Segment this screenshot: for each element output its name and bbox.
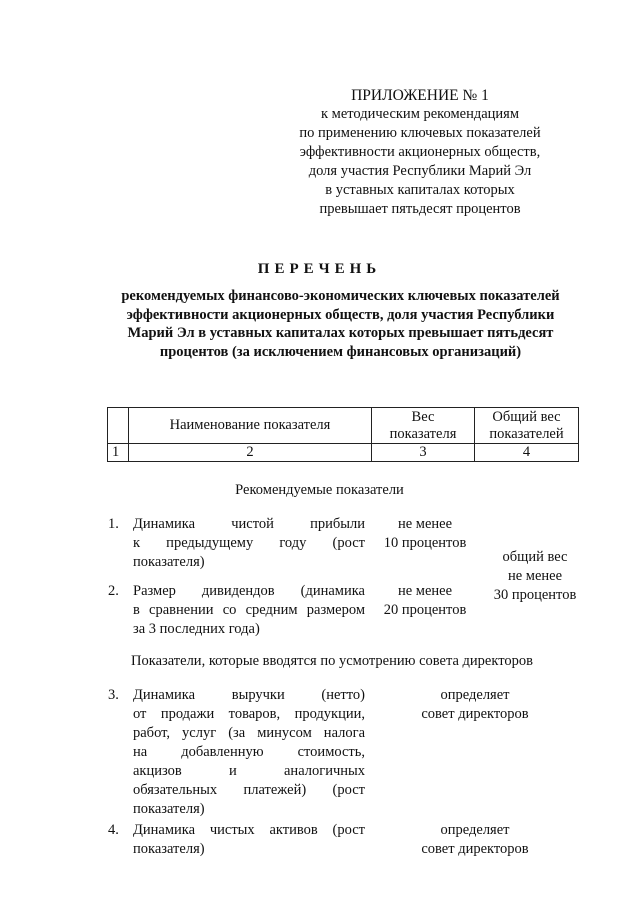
- item-desc-line: Динамика выручки (нетто): [133, 687, 365, 703]
- item-desc-line: Динамика чистой прибыли: [133, 516, 365, 532]
- item-desc-line: в сравнении со средним размером: [133, 602, 365, 618]
- appendix-line: доля участия Республики Марий Эл: [308, 163, 532, 179]
- item-number: 4.: [108, 822, 119, 838]
- item-weight: [370, 582, 480, 620]
- appendix-line: по применению ключевых показателей: [299, 125, 541, 141]
- table-number-row: [108, 444, 579, 462]
- item-description: [133, 686, 365, 819]
- item-desc-line: показателя): [133, 554, 205, 570]
- item-number: 2.: [108, 583, 119, 599]
- item-desc-line: на добавленную стоимость,: [133, 744, 365, 760]
- item-weight: [400, 686, 550, 724]
- item-description: [133, 821, 365, 859]
- item-weight-line: 10 процентов: [383, 535, 467, 551]
- total-weight: [480, 548, 590, 605]
- item-desc-line: к предыдущему году (рост: [133, 535, 365, 551]
- appendix-title: ПРИЛОЖЕНИЕ № 1: [351, 87, 489, 104]
- subtitle-line: Марий Эл в уставных капиталах которых превышает пятьдесят: [127, 325, 554, 341]
- subtitle-line: процентов (за исключением финансовых организаций): [159, 343, 522, 360]
- appendix-line: эффективности акционерных обществ,: [299, 144, 541, 160]
- appendix-line: в уставных капиталах которых: [325, 182, 515, 198]
- column-number-cell: 4: [475, 444, 579, 462]
- item-weight: [370, 515, 480, 553]
- header-cell-name: Наименование показателя: [129, 408, 372, 444]
- header-weight-line: Вес: [411, 408, 435, 425]
- item-weight-line: 20 процентов: [383, 602, 467, 618]
- appendix-line: превышает пятьдесят процентов: [319, 201, 521, 217]
- section-heading-recommended: Рекомендуемые показатели: [235, 482, 404, 498]
- appendix-line: к методическим рекомендациям: [320, 106, 520, 122]
- item-desc-line: обязательных платежей) (рост: [133, 782, 365, 798]
- item-desc-line: показателя): [133, 841, 205, 857]
- item-desc-line: Размер дивидендов (динамика: [133, 583, 365, 599]
- item-number: 3.: [108, 687, 119, 703]
- column-number-cell: 3: [372, 444, 475, 462]
- header-cell-total-weight: [475, 408, 579, 444]
- item-desc-line: работ, услуг (за минусом налога: [133, 725, 365, 741]
- header-total-line: Общий вес: [492, 408, 561, 425]
- total-weight-line: не менее: [507, 568, 563, 584]
- item-weight: [400, 821, 550, 859]
- table-header-row: [108, 408, 579, 444]
- item-weight-line: совет директоров: [421, 706, 529, 722]
- item-weight-line: определяет: [440, 687, 510, 703]
- item-number: 1.: [108, 516, 119, 532]
- column-number-cell: 2: [129, 444, 372, 462]
- item-weight-line: совет директоров: [421, 841, 529, 857]
- total-weight-line: общий вес: [502, 549, 568, 565]
- item-desc-line: за 3 последних года): [133, 621, 260, 637]
- appendix-header: [250, 86, 590, 219]
- item-desc-line: от продажи товаров, продукции,: [133, 706, 365, 722]
- item-weight-line: определяет: [440, 822, 510, 838]
- header-cell-weight: [372, 408, 475, 444]
- header-total-line: показателей: [489, 425, 564, 442]
- item-weight-line: не менее: [397, 516, 453, 532]
- item-desc-line: показателя): [133, 801, 205, 817]
- subtitle-line: рекомендуемых финансово-экономических ключевых показателей: [121, 288, 560, 304]
- item-weight-line: не менее: [397, 583, 453, 599]
- column-number-cell: 1: [108, 444, 129, 462]
- document-title: ПЕРЕЧЕНЬ: [257, 261, 382, 277]
- document-subtitle: [88, 287, 593, 361]
- item-description: [133, 582, 365, 639]
- item-desc-line: Динамика чистых активов (рост: [133, 822, 365, 838]
- header-cell-number: [108, 408, 129, 444]
- item-desc-line: акцизов и аналогичных: [133, 763, 365, 779]
- item-description: [133, 515, 365, 572]
- indicator-table-header: [107, 407, 579, 462]
- subtitle-line: эффективности акционерных обществ, доля участия Республики: [126, 306, 555, 323]
- section-heading-board: Показатели, которые вводятся по усмотрению совета директоров: [131, 653, 533, 669]
- total-weight-line: 30 процентов: [493, 587, 577, 603]
- header-weight-line: показателя: [389, 425, 457, 442]
